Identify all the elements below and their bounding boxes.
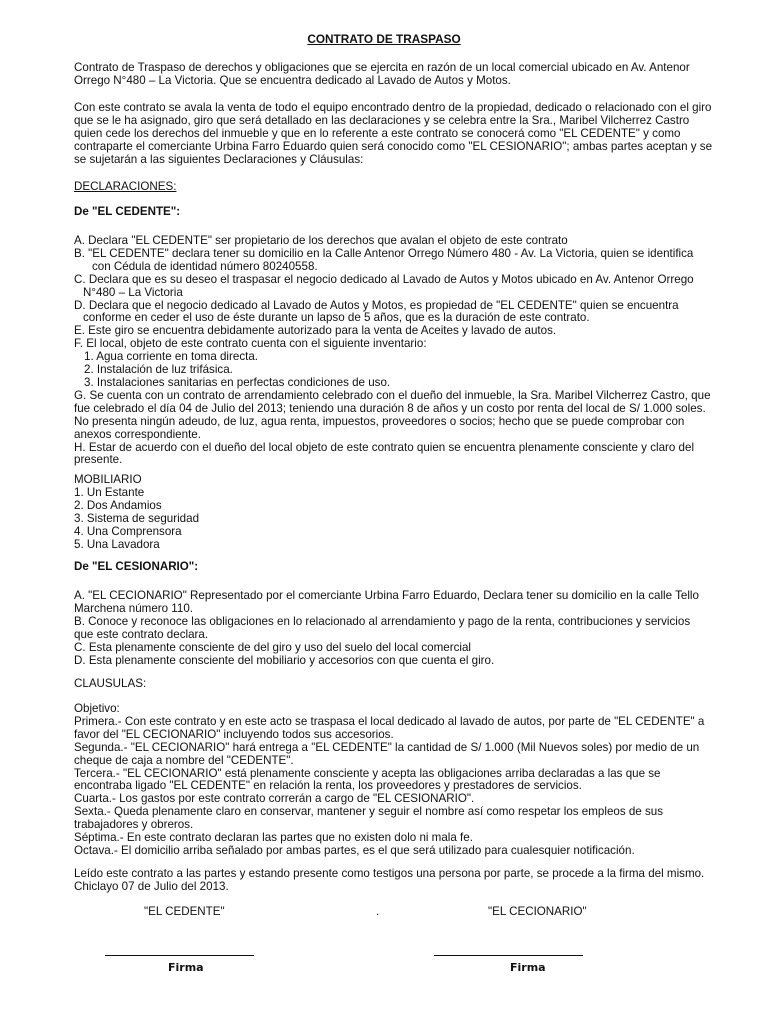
cesionario-item-c: C. Esta plenamente consciente de del giro y uso del suelo del local comercial [74,640,471,654]
mobiliario-item: 5. Una Lavadora [74,537,160,551]
intro-line: Contrato de Traspaso de derechos y obligaciones que se ejercita en razón de un local comercial ubicado en Av. Antenor [74,61,690,74]
cedente-declarations [74,235,714,467]
declaration-item-b: B. "EL CEDENTE" declara tener su domicilio en la Calle Antenor Orrego Número 480 - Av. La Victoria, quien se identifica [74,246,694,260]
inventory-item: 3. Instalaciones sanitarias en perfectas condiciones de uso. [84,375,391,389]
declaration-item-g: G. Se cuenta con un contrato de arrendamiento celebrado con el dueño del inmueble, la Sra. Maribel Vilcherrez Castro, que [74,388,711,402]
clausulas-heading: CLAUSULAS: [74,677,147,690]
inventory-item: 2. Instalación de luz trifásica. [84,363,233,377]
clausula-tercera: Tercera.- "EL CECIONARIO" está plenamente consciente y acepta las obligaciones arriba declaradas a las que se [74,766,661,780]
declaration-item-f: F. El local, objeto de este contrato cuenta con el siguiente inventario: [74,337,427,351]
clausula-sexta: Sexta.- Queda plenamente claro en conservar, mantener y seguir el nombre así como respetar los empleos de sus [74,805,664,819]
declaration-item-g-cont: fue celebrado el día 04 de Julio del 2013; teniendo una duración 8 de años y un costo por renta del local de S/ 1.000 soles. [74,401,706,415]
declaration-item-c-cont: N°480 – La Victoria [83,285,183,299]
firma-label-right: Firma [510,961,546,974]
signature-line-left [105,955,254,956]
mobiliario-item: 2. Dos Andamios [74,498,162,512]
document-title: CONTRATO DE TRASPASO [307,32,461,46]
clausula-segunda: Segunda.- "EL CECIONARIO" hará entrega a "EL CEDENTE" la cantidad de S/ 1.000 (Mil Nuevos soles) por medio de un [74,740,700,754]
sale-line: quien cede los derechos del inmueble y que en lo referente a este contrato se conocerá como "EL CEDENTE" y como [74,126,681,140]
sale-paragraph [74,102,714,167]
signature-line-right [434,955,583,956]
clausula-objetivo: Objetivo: [74,702,120,715]
closing-date: Chiclayo 07 de Julio del 2013. [74,879,229,893]
signature-label-cedente: "EL CEDENTE" [144,905,225,918]
clausula-octava: Octava.- El domicilio arriba señalado por ambas partes, es el que será utilizado para cualesquier notificación. [74,843,635,857]
clausula-segunda-cont: cheque de caja a nombre del "CEDENTE". [74,753,294,767]
sale-line: Con este contrato se avala la venta de todo el equipo encontrado dentro de la propiedad, dedicado o relacionado con el giro [74,101,712,114]
declaration-item-c: C. Declara que es su deseo el traspasar el negocio dedicado al Lavado de Autos y Motos ubicado en Av. Antenor Orrego [74,272,694,286]
cesionario-item-d: D. Esta plenamente consciente del mobiliario y accesorios con que cuenta el giro. [74,653,495,667]
clausula-tercera-cont: encontraba ligado "EL CEDENTE" en relación la renta, los proveedores y prestadores de servicios. [74,779,582,793]
declaration-item-h: H. Estar de acuerdo con el dueño del local objeto de este contrato quien se encuentra plenamente consciente y claro del [74,440,695,454]
declaration-item-a: A. Declara "EL CEDENTE" ser propietario de los derechos que avalan el objeto de este contrato [74,234,568,247]
declaration-item-h-cont: presente. [74,453,123,467]
cesionario-item-a-cont: Marchena número 110. [74,601,194,615]
declaration-item-d: D. Declara que el negocio dedicado al Lavado de Autos y Motos, es propiedad de "EL CEDENTE" quien se encuentra [74,298,679,312]
closing-paragraph [74,868,714,894]
cesionario-item-b: B. Conoce y reconoce las obligaciones en lo relacionado al arrendamiento y pago de la renta, contribuciones y servicios [74,614,691,628]
signature-separator-dot: . [376,905,380,918]
mobiliario-item: 3. Sistema de seguridad [74,511,200,525]
declaration-item-b-cont: con Cédula de identidad número 80240558. [92,259,318,273]
declaraciones-heading: DECLARACIONES: [74,180,177,193]
declaration-item-e: E. Este giro se encuentra debidamente autorizado para la venta de Aceites y lavado de autos. [74,324,557,338]
declaration-item-d-cont: conforme en ceder el uso de éste durante un lapso de 5 años, que es la duración de este contrato. [83,311,590,325]
intro-paragraph [74,62,714,88]
cesionario-item-a: A. "EL CECIONARIO" Representado por el comerciante Urbina Farro Eduardo, Declara tener su domicilio en la calle Tello [74,589,699,602]
mobiliario-section [74,474,714,551]
intro-line: Orrego N°480 – La Victoria. Que se encuentra dedicado al Lavado de Autos y Motos. [74,73,511,87]
cesionario-heading: De "EL CESIONARIO": [74,560,199,573]
clausula-septima: Séptima.- En este contrato declaran las partes que no existen dolo ni mala fe. [74,831,473,845]
inventory-item: 1. Agua corriente en toma directa. [84,350,259,364]
signature-label-cesionario: "EL CECIONARIO" [488,905,587,918]
clausula-cuarta: Cuarta.- Los gastos por este contrato correrán a cargo de "EL CESIONARIO". [74,792,475,806]
clausula-primera: Primera.- Con este contrato y en este acto se traspasa el local dedicado al lavado de autos, por parte de "EL CEDENTE" a [74,714,705,728]
clausula-primera-cont: favor del "EL CECIONARIO" incluyendo todos sus accesorios. [74,727,394,741]
sale-line: se sujetarán a las siguientes Declaraciones y Cláusulas: [74,152,364,166]
cedente-heading: De "EL CEDENTE": [74,205,181,218]
cesionario-item-b-cont: que este contrato declara. [74,627,209,641]
sale-line: contraparte el comerciante Urbina Farro Eduardo quien será conocido como "EL CESIONARIO"; ambas partes aceptan y se [74,139,713,153]
firma-label-left: Firma [168,961,204,974]
closing-line: Leído este contrato a las partes y estando presente como testigos una persona por parte, se procede a la firma del mismo. [74,867,705,880]
clausulas-list [74,703,714,858]
cesionario-declarations [74,590,714,667]
declaration-item-g-cont: No presenta ningún adeudo, de luz, agua renta, impuestos, proveedores o socios; hecho que se puede comprobar con [74,414,685,428]
sale-line: que se le ha asignado, giro que será detallado en las declaraciones y se celebra entre la Sra., Maribel Vilcherrez Castro [74,113,690,127]
declaration-item-g-cont: anexos correspondiente. [74,427,201,441]
mobiliario-item: 4. Una Comprensora [74,524,182,538]
mobiliario-item: 1. Un Estante [74,485,145,499]
clausula-sexta-cont: trabajadores y obreros. [74,818,194,832]
mobiliario-heading: MOBILIARIO [74,473,142,486]
